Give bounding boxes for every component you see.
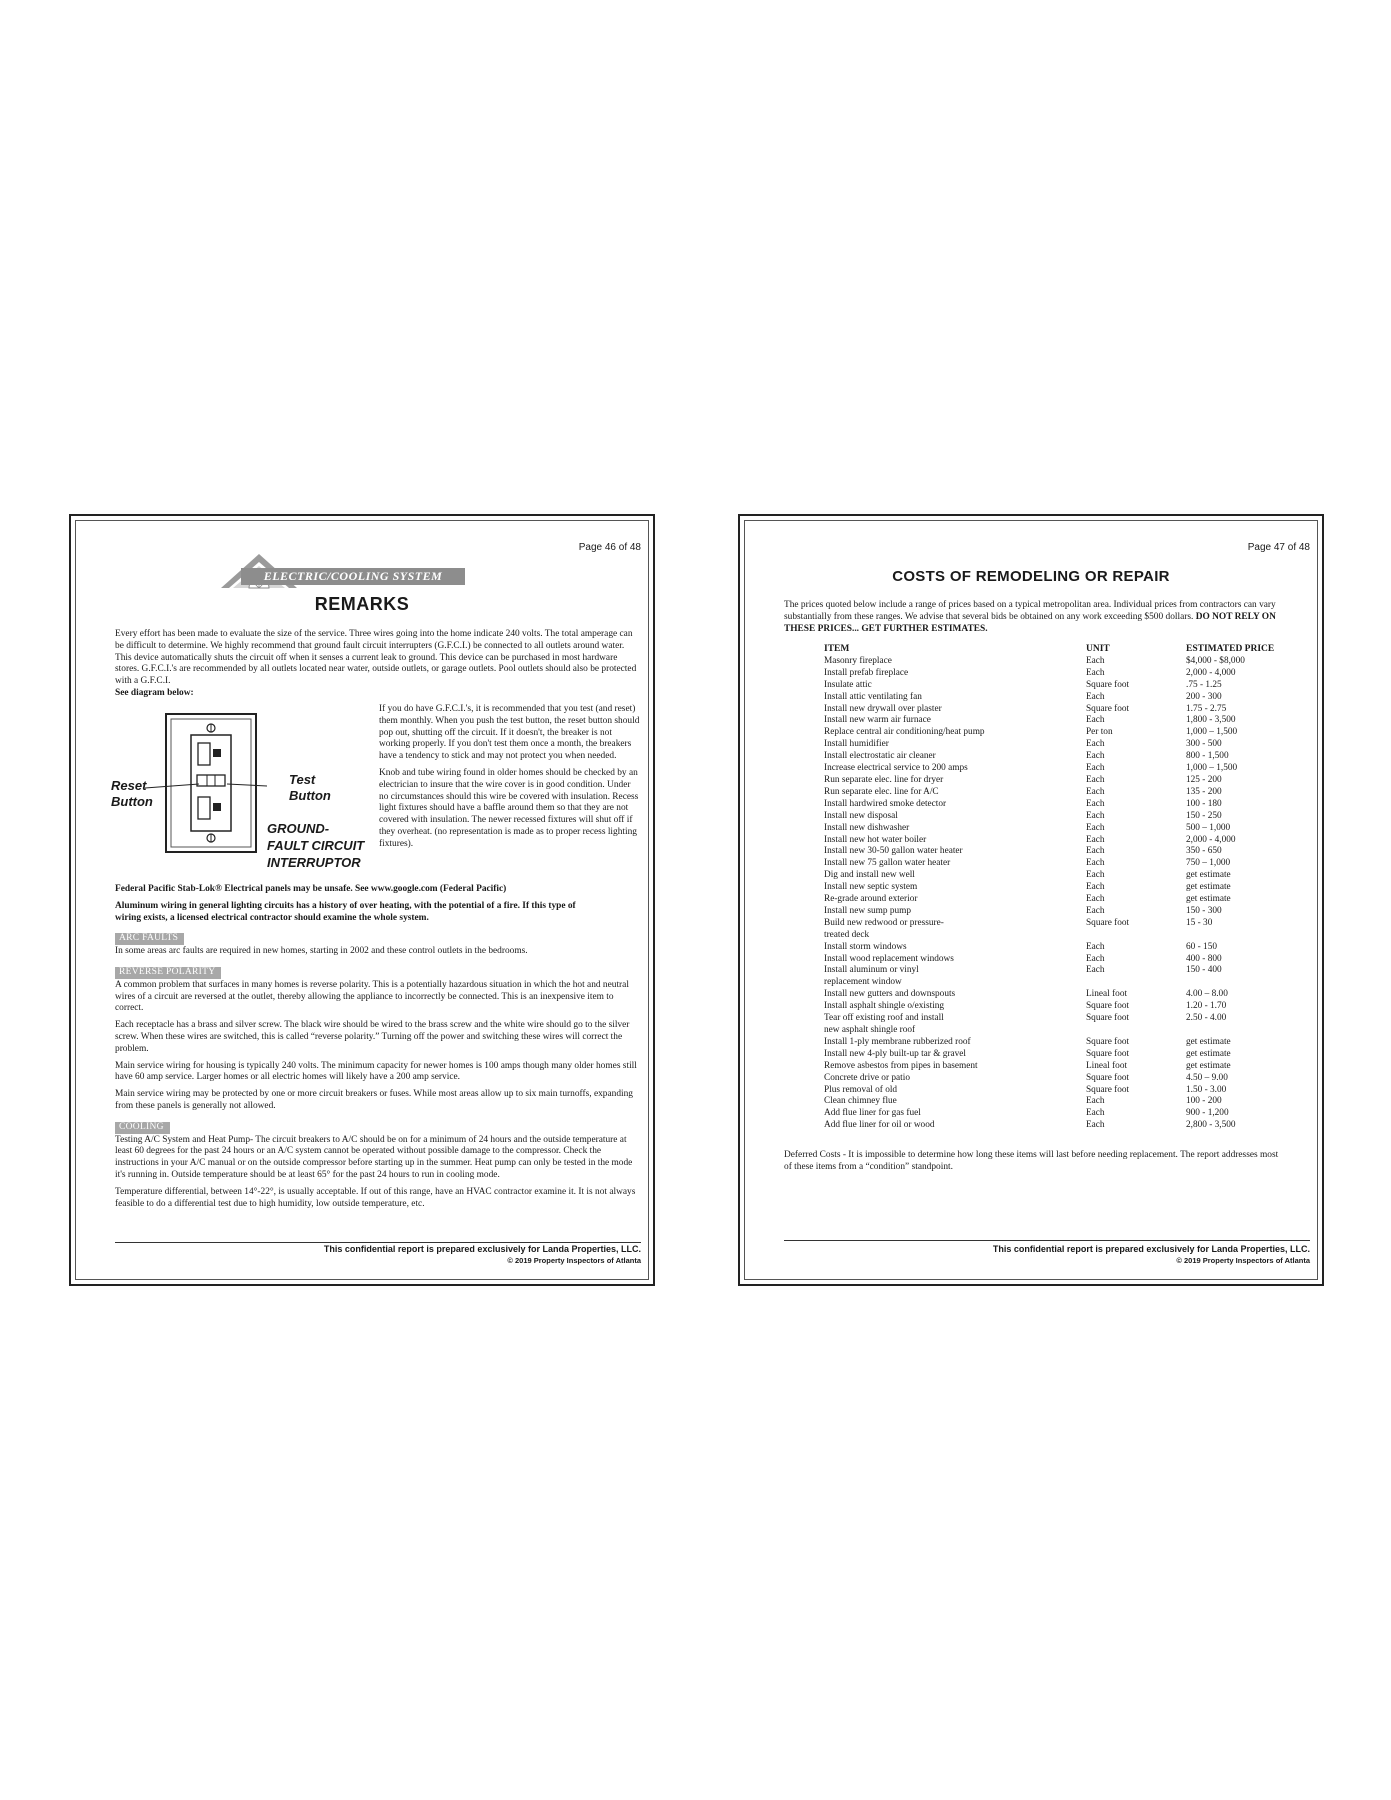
table-row bbox=[824, 787, 1306, 799]
table-row bbox=[824, 1061, 1306, 1073]
cell-price: 1.20 - 1.70 bbox=[1186, 1001, 1227, 1012]
cell-item: Masonry fireplace bbox=[824, 655, 892, 666]
cell-price: get estimate bbox=[1186, 1048, 1231, 1059]
cell-price: 350 - 650 bbox=[1186, 846, 1222, 857]
table-row bbox=[824, 763, 1306, 775]
cell-price: 1,800 - 3,500 bbox=[1186, 715, 1236, 726]
table-row bbox=[824, 799, 1306, 811]
cell-item: Install new dishwasher bbox=[824, 822, 910, 833]
knob-tube-paragraph: Knob and tube wiring found in older homes should be checked by an electrician to insure that the wire cover is in good condition. Under no circumstances should this wire be covered with insulation. Recess light fixtures should have a baffle around them so that they are not covered with insulation. The newer recessed fixtures will shut off if they overheat. (no representation is made as to proper recess lighting fixtures). bbox=[379, 767, 639, 849]
cell-unit: Lineal foot bbox=[1086, 989, 1128, 1000]
cell-item: Remove asbestos from pipes in basement bbox=[824, 1060, 978, 1071]
costs-intro-warning: DO NOT RELY ON THESE PRICES... GET FURTHER ESTIMATES. bbox=[784, 611, 1276, 634]
cell-item: Dig and install new well bbox=[824, 870, 915, 881]
cell-unit: Per ton bbox=[1086, 727, 1113, 738]
page-title: REMARKS bbox=[314, 594, 410, 614]
cell-price: 1,000 – 1,500 bbox=[1186, 763, 1238, 774]
costs-table-body bbox=[824, 656, 1306, 1132]
page-number: Page 46 of 48 bbox=[578, 542, 641, 553]
cooling-paragraph-1: Testing A/C System and Heat Pump- The circuit breakers to A/C should be on for a minimum of 24 hours and the outside temperature at least 60 degrees for the past 24 hours or an A/C system cannot be operated without possible damage to the compressor. Check the instructions in your A/C manual or on the outside compressor before starting up in the summer. Heat pump can only be tested in the mode it's running in. Outside temperature should be at least 65° for the past 24 hours to run in cooling mode. bbox=[115, 1134, 633, 1180]
cell-item: Increase electrical service to 200 amps bbox=[824, 763, 968, 774]
reset-button-label: Reset Button bbox=[111, 778, 153, 809]
table-row bbox=[824, 1013, 1306, 1037]
table-row bbox=[824, 727, 1306, 739]
cell-price: 15 - 30 bbox=[1186, 917, 1213, 928]
cell-unit: Each bbox=[1086, 691, 1105, 702]
gfci-test-paragraph: If you do have G.F.C.I.'s, it is recommended that you test (and reset) them monthly. When you push the test button, the reset button should pop out, shutting off the circuit. If it doesn't, the breaker is not working properly. If you don't test them once a month, the breakers have a tendency to stick and may not protect you when needed. bbox=[379, 704, 640, 762]
cell-item: Install new 30-50 gallon water heater bbox=[824, 846, 963, 857]
arc-faults-heading: ARC FAULTS bbox=[115, 933, 184, 945]
cell-item: Install new septic system bbox=[824, 882, 918, 893]
cell-price: 2,000 - 4,000 bbox=[1186, 667, 1236, 678]
cell-unit: Square foot bbox=[1086, 1013, 1130, 1024]
page-title: COSTS OF REMODELING OR REPAIR bbox=[892, 568, 1170, 585]
table-row bbox=[824, 1001, 1306, 1013]
cell-item: Install new hot water boiler bbox=[824, 834, 927, 845]
cooling-paragraph-2: Temperature differential, between 14°-22°, is usually acceptable. If out of this range, have an HVAC contractor examine it. It is not always feasible to do a differential test due to high humidity, low outside temperature, etc. bbox=[115, 1186, 636, 1209]
gfci-label: GROUND- FAULT CIRCUIT INTERRUPTOR bbox=[267, 821, 365, 870]
cell-price: get estimate bbox=[1186, 894, 1231, 905]
cell-price: .75 - 1.25 bbox=[1186, 679, 1222, 690]
cell-unit: Each bbox=[1086, 965, 1105, 976]
cell-unit: Each bbox=[1086, 667, 1105, 678]
reverse-polarity-heading: REVERSE POLARITY bbox=[115, 967, 221, 979]
section-banner: ELECTRIC/COOLING SYSTEM bbox=[241, 568, 465, 585]
cell-unit: Square foot bbox=[1086, 679, 1130, 690]
cell-item: Install 1-ply membrane rubberized roof bbox=[824, 1036, 971, 1047]
cell-price: 900 - 1,200 bbox=[1186, 1108, 1229, 1119]
cell-unit: Each bbox=[1086, 834, 1105, 845]
cell-price: 1.75 - 2.75 bbox=[1186, 703, 1227, 714]
table-row bbox=[824, 965, 1306, 989]
cell-price: 125 - 200 bbox=[1186, 774, 1222, 785]
cell-unit: Square foot bbox=[1086, 1084, 1130, 1095]
cell-price: 2,000 - 4,000 bbox=[1186, 834, 1236, 845]
table-row bbox=[824, 846, 1306, 858]
cell-item: Install humidifier bbox=[824, 739, 889, 750]
cell-item: Build new redwood or pressure- treated deck bbox=[824, 917, 944, 940]
cell-unit: Lineal foot bbox=[1086, 1060, 1128, 1071]
cell-item: Install asphalt shingle o/existing bbox=[824, 1001, 945, 1012]
cell-item: Install new sump pump bbox=[824, 905, 912, 916]
table-row bbox=[824, 704, 1306, 716]
cell-item: Add flue liner for gas fuel bbox=[824, 1108, 921, 1119]
footer-confidential: This confidential report is prepared exclusively for Landa Properties, LLC. bbox=[323, 1244, 641, 1254]
footer-confidential: This confidential report is prepared exclusively for Landa Properties, LLC. bbox=[992, 1244, 1310, 1254]
table-row bbox=[824, 656, 1306, 668]
cell-unit: Square foot bbox=[1086, 703, 1130, 714]
footer-copyright: © 2019 Property Inspectors of Atlanta bbox=[507, 1256, 641, 1265]
report-page-46 bbox=[69, 514, 655, 1286]
col-header-item: ITEM bbox=[824, 644, 850, 654]
cell-item: Install hardwired smoke detector bbox=[824, 798, 947, 809]
cell-price: 400 - 800 bbox=[1186, 953, 1222, 964]
table-row bbox=[824, 751, 1306, 763]
table-row bbox=[824, 870, 1306, 882]
table-header-row bbox=[824, 644, 1306, 656]
col-header-unit: UNIT bbox=[1086, 644, 1110, 654]
cell-unit: Each bbox=[1086, 870, 1105, 881]
cell-price: get estimate bbox=[1186, 870, 1231, 881]
table-row bbox=[824, 823, 1306, 835]
table-row bbox=[824, 906, 1306, 918]
table-row bbox=[824, 739, 1306, 751]
table-row bbox=[824, 918, 1306, 942]
cell-unit: Each bbox=[1086, 798, 1105, 809]
cell-item: Add flue liner for oil or wood bbox=[824, 1120, 935, 1131]
cell-price: 500 – 1,000 bbox=[1186, 822, 1231, 833]
cell-item: Run separate elec. line for A/C bbox=[824, 786, 939, 797]
cell-price: $4,000 - $8,000 bbox=[1186, 655, 1245, 666]
cell-item: Install prefab fireplace bbox=[824, 667, 909, 678]
cell-price: 750 – 1,000 bbox=[1186, 858, 1231, 869]
cell-price: get estimate bbox=[1186, 1060, 1231, 1071]
cooling-heading: COOLING bbox=[115, 1122, 170, 1134]
cell-unit: Each bbox=[1086, 905, 1105, 916]
cell-price: 300 - 500 bbox=[1186, 739, 1222, 750]
cell-unit: Each bbox=[1086, 739, 1105, 750]
table-row bbox=[824, 894, 1306, 906]
cell-item: Install new warm air furnace bbox=[824, 715, 931, 726]
cell-price: 1.50 - 3.00 bbox=[1186, 1084, 1227, 1095]
report-page-47 bbox=[738, 514, 1324, 1286]
cell-unit: Each bbox=[1086, 894, 1105, 905]
cell-price: 4.50 – 9.00 bbox=[1186, 1072, 1228, 1083]
test-button-label: Test Button bbox=[289, 772, 331, 803]
cell-item: Run separate elec. line for dryer bbox=[824, 774, 944, 785]
cell-item: Install electrostatic air cleaner bbox=[824, 751, 936, 762]
table-row bbox=[824, 680, 1306, 692]
table-row bbox=[824, 1085, 1306, 1097]
cell-item: Tear off existing roof and install new asphalt shingle roof bbox=[824, 1013, 944, 1035]
reverse-polarity-paragraph-1: A common problem that surfaces in many homes is reverse polarity. This is a potentially hazardous situation in which the hot and neutral wires of a circuit are reversed at the outlet, thereby allowing the appliance to incorrectly be connected. This is an inexpensive item to correct. bbox=[115, 979, 629, 1014]
table-row bbox=[824, 1037, 1306, 1049]
cell-unit: Each bbox=[1086, 822, 1105, 833]
cell-price: 200 - 300 bbox=[1186, 691, 1222, 702]
federal-pacific-warning: Federal Pacific Stab-Lok® Electrical panels may be unsafe. See www.google.com (Federal Pacific) bbox=[115, 884, 507, 894]
table-row bbox=[824, 954, 1306, 966]
cell-item: Replace central air conditioning/heat pump bbox=[824, 727, 985, 738]
page-number: Page 47 of 48 bbox=[1247, 542, 1310, 553]
cell-price: 1,000 – 1,500 bbox=[1186, 727, 1238, 738]
reverse-polarity-paragraph-3: Main service wiring for housing is typically 240 volts. The minimum capacity for newer homes is 100 amps though many older homes still have 60 amp service. Larger homes or all electric homes will likely have a 200 amp service. bbox=[115, 1060, 637, 1083]
cell-item: Install aluminum or vinyl replacement window bbox=[824, 965, 919, 988]
cell-price: get estimate bbox=[1186, 1036, 1231, 1047]
cell-item: Clean chimney flue bbox=[824, 1096, 897, 1107]
costs-intro-text: The prices quoted below include a range of prices based on a typical metropolitan area. Individual prices from contractors can vary substantially from these ranges. We advise that several bids be obtained on any work exceeding $500 dollars. bbox=[784, 600, 1276, 622]
cell-item: Install storm windows bbox=[824, 941, 907, 952]
footer-rule bbox=[115, 1242, 641, 1243]
table-row bbox=[824, 775, 1306, 787]
cell-unit: Each bbox=[1086, 763, 1105, 774]
table-row bbox=[824, 692, 1306, 704]
table-row bbox=[824, 1073, 1306, 1085]
cell-unit: Square foot bbox=[1086, 1048, 1130, 1059]
cell-price: 135 - 200 bbox=[1186, 786, 1222, 797]
cell-unit: Square foot bbox=[1086, 1072, 1130, 1083]
table-row bbox=[824, 858, 1306, 870]
intro-paragraph: Every effort has been made to evaluate the size of the service. Three wires going into the home indicate 240 volts. The total amperage can be difficult to determine. We highly recommend that ground fault circuit interrupters (G.F.C.I.) be connected to all outlets around water. This device automatically shuts the circuit off when it senses a current leak to ground. This device can be purchased in most hardware stores. G.F.C.I.'s are recommended by all outlets located near water, outside outlets, or garage outlets. Pool outlets should also be protected with a G.F.C.I. bbox=[115, 629, 637, 687]
cell-price: 100 - 200 bbox=[1186, 1096, 1222, 1107]
cell-price: 2.50 - 4.00 bbox=[1186, 1013, 1227, 1024]
costs-table bbox=[824, 644, 1306, 1132]
table-row bbox=[824, 1049, 1306, 1061]
cell-unit: Each bbox=[1086, 941, 1105, 952]
cell-unit: Square foot bbox=[1086, 917, 1130, 928]
cell-item: Re-grade around exterior bbox=[824, 894, 918, 905]
cell-unit: Each bbox=[1086, 1108, 1105, 1119]
col-header-price: ESTIMATED PRICE bbox=[1186, 644, 1275, 654]
cell-unit: Square foot bbox=[1086, 1036, 1130, 1047]
cell-unit: Each bbox=[1086, 858, 1105, 869]
cell-price: 150 - 300 bbox=[1186, 905, 1222, 916]
cell-unit: Each bbox=[1086, 751, 1105, 762]
body-block bbox=[115, 884, 641, 1215]
table-row bbox=[824, 668, 1306, 680]
cell-unit: Each bbox=[1086, 846, 1105, 857]
costs-intro bbox=[784, 600, 1308, 635]
table-row bbox=[824, 942, 1306, 954]
cell-unit: Each bbox=[1086, 774, 1105, 785]
footer-copyright: © 2019 Property Inspectors of Atlanta bbox=[1176, 1256, 1310, 1265]
cell-item: Install new 4-ply built-up tar & gravel bbox=[824, 1048, 966, 1059]
table-row bbox=[824, 715, 1306, 727]
table-row bbox=[824, 811, 1306, 823]
cell-item: Insulate attic bbox=[824, 679, 872, 690]
cell-item: Plus removal of old bbox=[824, 1084, 898, 1095]
cell-price: 4.00 – 8.00 bbox=[1186, 989, 1228, 1000]
cell-item: Install new 75 gallon water heater bbox=[824, 858, 951, 869]
cell-item: Install attic ventilating fan bbox=[824, 691, 922, 702]
cell-unit: Each bbox=[1086, 1120, 1105, 1131]
table-row bbox=[824, 835, 1306, 847]
cell-unit: Each bbox=[1086, 810, 1105, 821]
cell-item: Concrete drive or patio bbox=[824, 1072, 910, 1083]
gfci-notes bbox=[379, 704, 641, 856]
cell-unit: Each bbox=[1086, 786, 1105, 797]
aluminum-wiring-warning: Aluminum wiring in general lighting circuits has a history of over heating, with the potential of a fire. If this type of wiring exists, a licensed electrical contractor should examine the whole system. bbox=[115, 900, 576, 923]
reverse-polarity-paragraph-2: Each receptacle has a brass and silver screw. The black wire should be wired to the brass screw and the white wire should go to the silver screw. When these wires are switched, this is called “reverse polarity.” Turning off the power and switching these wires will correct the problem. bbox=[115, 1020, 630, 1054]
cell-price: 150 - 250 bbox=[1186, 810, 1222, 821]
cell-price: get estimate bbox=[1186, 882, 1231, 893]
cell-unit: Each bbox=[1086, 953, 1105, 964]
cell-item: Install new drywall over plaster bbox=[824, 703, 942, 714]
cell-unit: Square foot bbox=[1086, 1001, 1130, 1012]
table-row bbox=[824, 1096, 1306, 1108]
cell-price: 800 - 1,500 bbox=[1186, 751, 1229, 762]
intro-block bbox=[115, 629, 641, 700]
see-diagram-label: See diagram below: bbox=[115, 687, 194, 698]
cell-unit: Each bbox=[1086, 882, 1105, 893]
table-row bbox=[824, 989, 1306, 1001]
cell-price: 2,800 - 3,500 bbox=[1186, 1120, 1236, 1131]
cell-unit: Each bbox=[1086, 1096, 1105, 1107]
table-row bbox=[824, 1120, 1306, 1132]
cell-price: 150 - 400 bbox=[1186, 965, 1222, 976]
cell-price: 60 - 150 bbox=[1186, 941, 1217, 952]
table-row bbox=[824, 1108, 1306, 1120]
cell-price: 100 - 180 bbox=[1186, 798, 1222, 809]
arc-faults-paragraph: In some areas arc faults are required in new homes, starting in 2002 and these control outlets in the bedrooms. bbox=[115, 946, 528, 957]
table-row bbox=[824, 882, 1306, 894]
cell-item: Install wood replacement windows bbox=[824, 953, 954, 964]
cell-unit: Each bbox=[1086, 655, 1105, 666]
cell-unit: Each bbox=[1086, 715, 1105, 726]
cell-item: Install new gutters and downspouts bbox=[824, 989, 956, 1000]
cell-item: Install new disposal bbox=[824, 810, 898, 821]
footer-rule bbox=[784, 1240, 1310, 1241]
deferred-costs-note: Deferred Costs - It is impossible to determine how long these items will last before needing replacement. The report addresses most of these items from a “condition” standpoint. bbox=[784, 1150, 1279, 1172]
reverse-polarity-paragraph-4: Main service wiring may be protected by one or more circuit breakers or fuses. While most areas allow up to six main turnoffs, expanding from these panels is generally not allowed. bbox=[115, 1089, 633, 1111]
